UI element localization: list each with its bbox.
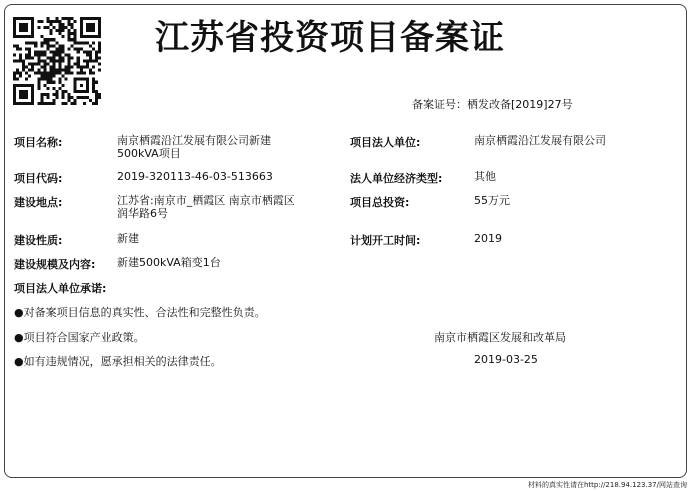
project-name-line2: 500kVA项目: [117, 147, 181, 160]
commitment-item-3: ●如有违规情况，愿承担相关的法律责任。: [14, 355, 222, 368]
legal-entity-label: 项目法人单位:: [350, 136, 421, 149]
location-line1: 江苏省:南京市_栖霞区 南京市栖霞区: [117, 194, 295, 207]
start-time-value: 2019: [474, 232, 502, 245]
economic-type-label: 法人单位经济类型:: [350, 172, 443, 185]
project-code-label: 项目代码:: [14, 172, 63, 185]
issue-date: 2019-03-25: [474, 353, 538, 366]
location-line2: 润华路6号: [117, 207, 168, 220]
project-name-label: 项目名称:: [14, 136, 63, 149]
scale-value: 新建500kVA箱变1台: [117, 256, 221, 269]
start-time-label: 计划开工时间:: [350, 234, 421, 247]
commitment-heading: 项目法人单位承诺:: [14, 282, 107, 295]
nature-value: 新建: [117, 232, 139, 245]
project-name-line1: 南京栖霞沿江发展有限公司新建: [117, 134, 271, 147]
location-value: [117, 194, 295, 220]
legal-entity-value: 南京栖霞沿江发展有限公司: [474, 134, 606, 147]
project-name-value: [117, 134, 271, 160]
project-code-value: 2019-320113-46-03-513663: [117, 170, 273, 183]
total-investment-label: 项目总投资:: [350, 196, 410, 209]
location-label: 建设地点:: [14, 196, 63, 209]
cert-number-label: 备案证号：: [412, 98, 467, 111]
cert-number-value: 栖发改备[2019]27号: [467, 98, 573, 111]
commitment-item-2: ●项目符合国家产业政策。: [14, 331, 145, 344]
cert-number: [412, 96, 573, 112]
certificate-title: 江苏省投资项目备案证: [155, 18, 505, 58]
verification-footer: 材料的真实性请在http://218.94.123.37/网站查询: [527, 481, 687, 489]
commitment-item-1: ●对备案项目信息的真实性、合法性和完整性负责。: [14, 306, 266, 319]
certificate-frame: [4, 4, 687, 478]
issuer-name: 南京市栖霞区发展和改革局: [434, 331, 566, 344]
qr-code-icon: [13, 17, 101, 105]
scale-label: 建设规模及内容:: [14, 258, 96, 271]
economic-type-value: 其他: [474, 170, 496, 183]
total-investment-value: 55万元: [474, 194, 510, 207]
nature-label: 建设性质:: [14, 234, 63, 247]
